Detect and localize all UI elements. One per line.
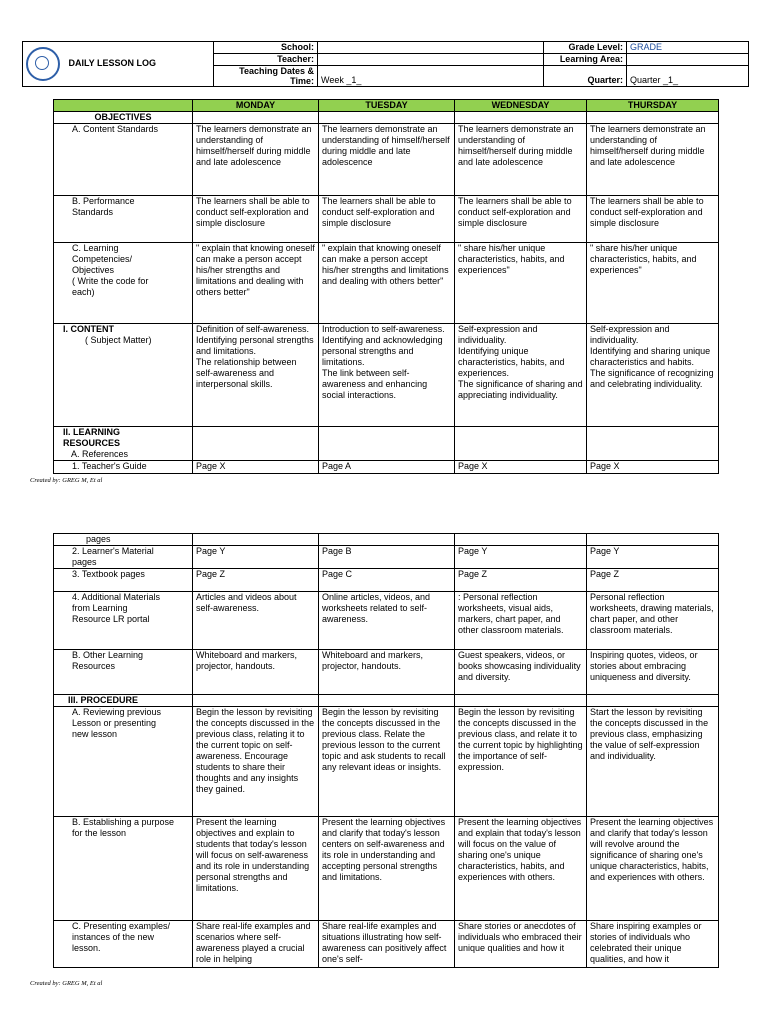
examples-mon[interactable]: Share real-life examples and scenarios where self-awareness played a crucial role in helping: [193, 921, 319, 968]
learning-area-label: Learning Area:: [544, 54, 627, 66]
additional-materials-tue[interactable]: Online articles, videos, and worksheets related to self-awareness.: [319, 592, 455, 650]
content-standards-wed[interactable]: The learners demonstrate an understanding of himself/herself during middle and late adolescence: [455, 124, 587, 196]
learners-material-wed[interactable]: Page Y: [455, 546, 587, 569]
content-standards-tue[interactable]: The learners demonstrate an understanding of himself/herself during middle and late adolescence: [319, 124, 455, 196]
examples-label: C. Presenting examples/ instances of the new lesson.: [54, 921, 193, 968]
additional-materials-label: 4. Additional Materials from Learning Resource LR portal: [54, 592, 193, 650]
performance-standards-thu[interactable]: The learners shall be able to conduct self-exploration and simple disclosure: [587, 196, 719, 243]
competencies-mon[interactable]: " explain that knowing oneself can make a person accept his/her strengths and limitations and dealing with others better": [193, 243, 319, 324]
purpose-label: B. Establishing a purpose for the lesson: [54, 817, 193, 921]
additional-materials-thu[interactable]: Personal reflection worksheets, drawing materials, chart paper, and other classroom materials.: [587, 592, 719, 650]
learners-material-mon[interactable]: Page Y: [193, 546, 319, 569]
examples-thu[interactable]: Share inspiring examples or stories of individuals who celebrated their unique qualities, and how it: [587, 921, 719, 968]
content-mon[interactable]: Definition of self-awareness. Identifying personal strengths and limitations. The relationship between self-awareness and interpersonal skills.: [193, 324, 319, 427]
competencies-thu[interactable]: " share his/her unique characteristics, habits, and experiences": [587, 243, 719, 324]
reviewing-mon[interactable]: Begin the lesson by revisiting the concepts discussed in the previous class, relating it to the current topic on self-awareness. Encourage students to share their thoughts and any insights they gained.: [193, 707, 319, 817]
content-standards-mon[interactable]: The learners demonstrate an understanding of himself/herself during middle and late adolescence: [193, 124, 319, 196]
purpose-tue[interactable]: Present the learning objectives and clarify that today's lesson centers on self-awareness and its role in understanding and accepting personal strengths and limitations.: [319, 817, 455, 921]
deped-seal-icon: [26, 47, 60, 81]
content-thu[interactable]: Self-expression and individuality. Identifying and sharing unique characteristics and habits. The significance of recognizing and celebrating individuality.: [587, 324, 719, 427]
content-wed[interactable]: Self-expression and individuality. Identifying unique characteristics, habits, and experiences. The significance of sharing and appreciating individuality.: [455, 324, 587, 427]
textbook-mon[interactable]: Page Z: [193, 569, 319, 592]
grade-level-field[interactable]: GRADE: [627, 42, 749, 54]
other-resources-thu[interactable]: Inspiring quotes, videos, or stories about embracing uniqueness and diversity.: [587, 650, 719, 695]
teachers-guide-label: 1. Teacher's Guide: [54, 461, 193, 474]
examples-wed[interactable]: Share stories or anecdotes of individuals who embraced their unique qualities and how it: [455, 921, 587, 968]
content-subheading: ( Subject Matter): [85, 335, 152, 345]
procedure-heading: III. PROCEDURE: [54, 695, 193, 707]
other-resources-mon[interactable]: Whiteboard and markers, projector, handouts.: [193, 650, 319, 695]
quarter-label: Quarter:: [544, 66, 627, 87]
references-label: A. References: [71, 449, 129, 459]
resources-label-cell: [54, 427, 193, 461]
objectives-heading: OBJECTIVES: [54, 112, 193, 124]
teachers-guide-tue[interactable]: Page A: [319, 461, 455, 474]
learners-material-thu[interactable]: Page Y: [587, 546, 719, 569]
day-tuesday: TUESDAY: [319, 100, 455, 112]
school-field[interactable]: [318, 42, 544, 54]
performance-standards-mon[interactable]: The learners shall be able to conduct self-exploration and simple disclosure: [193, 196, 319, 243]
other-resources-wed[interactable]: Guest speakers, videos, or books showcasing individuality and diversity.: [455, 650, 587, 695]
textbook-wed[interactable]: Page Z: [455, 569, 587, 592]
lesson-table-page1: [53, 99, 719, 474]
footer-credit-page2: Created by: GREG M, Et al: [30, 980, 103, 987]
competencies-tue[interactable]: " explain that knowing oneself can make a person accept his/her strengths and limitations and dealing with others better": [319, 243, 455, 324]
content-standards-label: A. Content Standards: [54, 124, 193, 196]
textbook-tue[interactable]: Page C: [319, 569, 455, 592]
purpose-wed[interactable]: Present the learning objectives and explain that today's lesson will focus on the value of sharing one's unique characteristics, habits, and experiences with others.: [455, 817, 587, 921]
additional-materials-mon[interactable]: Articles and videos about self-awareness.: [193, 592, 319, 650]
competencies-wed[interactable]: " share his/her unique characteristics, habits, and experiences": [455, 243, 587, 324]
teacher-label: Teacher:: [214, 54, 318, 66]
day-thursday: THURSDAY: [587, 100, 719, 112]
lesson-table-page2: [53, 533, 719, 968]
content-label-cell: [54, 324, 193, 427]
dates-label: Teaching Dates & Time:: [214, 66, 318, 87]
doc-title: DAILY LESSON LOG: [68, 58, 157, 69]
teachers-guide-mon[interactable]: Page X: [193, 461, 319, 474]
footer-credit-page1: Created by: GREG M, Et al: [30, 477, 103, 484]
other-resources-label: B. Other Learning Resources: [54, 650, 193, 695]
content-standards-thu[interactable]: The learners demonstrate an understanding of himself/herself during middle and late adolescence: [587, 124, 719, 196]
performance-standards-tue[interactable]: The learners shall be able to conduct self-exploration and simple disclosure: [319, 196, 455, 243]
textbook-label: 3. Textbook pages: [54, 569, 193, 592]
reviewing-thu[interactable]: Start the lesson by revisiting the concepts discussed in the previous class, emphasizing the value of self-expression and individuality.: [587, 707, 719, 817]
logo-cell: [23, 42, 214, 87]
performance-standards-label: B. Performance Standards: [54, 196, 193, 243]
reviewing-wed[interactable]: Begin the lesson by revisiting the concepts discussed in the previous class, and relate it to the current topic by highlighting the importance of self-expression.: [455, 707, 587, 817]
reviewing-label: A. Reviewing previous Lesson or presenting new lesson: [54, 707, 193, 817]
reviewing-tue[interactable]: Begin the lesson by revisiting the concepts discussed in the previous class. Relate the previous lesson to the current topic and ask students to recall any relevant ideas or insights.: [319, 707, 455, 817]
day-wednesday: WEDNESDAY: [455, 100, 587, 112]
additional-materials-wed[interactable]: : Personal reflection worksheets, visual aids, markers, chart paper, and other classroom materials.: [455, 592, 587, 650]
header-table: [22, 41, 749, 87]
grade-level-label: Grade Level:: [544, 42, 627, 54]
content-tue[interactable]: Introduction to self-awareness. Identifying and acknowledging personal strengths and limitations. The link between self-awareness and enhancing social interactions.: [319, 324, 455, 427]
header-blank: [54, 100, 193, 112]
examples-tue[interactable]: Share real-life examples and situations illustrating how self-awareness can positively affect one's self-: [319, 921, 455, 968]
teacher-field[interactable]: [318, 54, 544, 66]
learning-area-field[interactable]: [627, 54, 749, 66]
performance-standards-wed[interactable]: The learners shall be able to conduct self-exploration and simple disclosure: [455, 196, 587, 243]
school-label: School:: [214, 42, 318, 54]
other-resources-tue[interactable]: Whiteboard and markers, projector, handouts.: [319, 650, 455, 695]
content-heading: I. CONTENT: [63, 324, 114, 334]
learners-material-label: 2. Learner's Material pages: [54, 546, 193, 569]
teachers-guide-thu[interactable]: Page X: [587, 461, 719, 474]
resources-heading: II. LEARNING RESOURCES: [63, 427, 121, 448]
learners-material-tue[interactable]: Page B: [319, 546, 455, 569]
textbook-thu[interactable]: Page Z: [587, 569, 719, 592]
day-monday: MONDAY: [193, 100, 319, 112]
purpose-mon[interactable]: Present the learning objectives and explain to students that today's lesson will focus on self-awareness and its role in understanding personal strengths and limitations.: [193, 817, 319, 921]
dates-field[interactable]: Week _1_: [318, 66, 544, 87]
competencies-label: C. Learning Competencies/ Objectives ( Write the code for each): [54, 243, 193, 324]
pages-continuation: pages: [54, 534, 193, 546]
purpose-thu[interactable]: Present the learning objectives and clarify that today's lesson will revolve around the significance of sharing one's unique characteristics, habits, and experiences with others.: [587, 817, 719, 921]
teachers-guide-wed[interactable]: Page X: [455, 461, 587, 474]
quarter-field[interactable]: Quarter _1_: [627, 66, 749, 87]
